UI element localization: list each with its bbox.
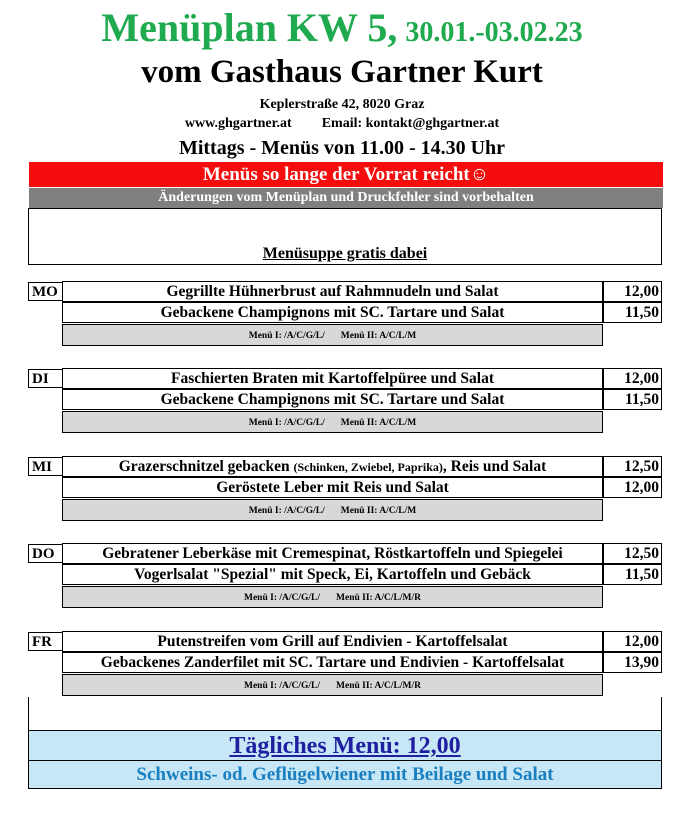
menu2-fr: Gebackenes Zanderfilet mit SC. Tartare und Endivien - Kartoffelsalat — [62, 652, 603, 673]
menu1-mi — [62, 456, 603, 477]
allergen2-mo: Menü II: A/C/L/M — [340, 331, 417, 341]
day-label-mi: MI — [28, 457, 63, 476]
menu2-mi: Geröstete Leber mit Reis und Salat — [62, 477, 603, 498]
menu2-do: Vogerlsalat "Spezial" mit Speck, Ei, Kartoffeln und Gebäck — [62, 564, 603, 585]
allergen2-fr: Menü II: A/C/L/M/R — [336, 681, 421, 691]
allergen2-do: Menü II: A/C/L/M/R — [336, 593, 421, 603]
spacer-box — [28, 697, 662, 731]
restaurant-name: vom Gasthaus Gartner Kurt — [141, 54, 543, 90]
title-dates: 30.01.-03.02.23 — [405, 17, 583, 48]
menu2-di: Gebackene Champignons mit SC. Tartare und Salat — [62, 389, 603, 410]
website-link[interactable]: www.ghgartner.at — [184, 116, 292, 131]
allergen1-mi: Menü I: /A/C/G/L/ — [248, 506, 325, 516]
menu1-di: Faschierten Braten mit Kartoffelpüree und Salat — [62, 368, 603, 389]
allergen2-mi: Menü II: A/C/L/M — [340, 506, 417, 516]
price1-di: 12,00 — [603, 368, 662, 389]
menu1-mi-end: , Reis und Salat — [442, 458, 547, 475]
contact-line — [0, 116, 684, 132]
price2-fr: 13,90 — [603, 652, 662, 673]
notice-supply: Menüs so lange der Vorrat reicht☺ — [29, 162, 663, 187]
menu1-mi-main: Grazerschnitzel gebacken — [118, 458, 290, 475]
email-link[interactable]: Email: kontakt@ghgartner.at — [321, 116, 500, 131]
soup-note-text: Menüsuppe gratis dabei — [262, 245, 428, 262]
day-label-mo: MO — [28, 282, 63, 301]
allergens-di — [62, 411, 603, 433]
price1-do: 12,50 — [603, 543, 662, 564]
daily-menu-title-text: Tägliches Menü: 12,00 — [229, 733, 461, 759]
notice-changes: Änderungen vom Menüplan und Druckfehler sind vorbehalten — [29, 188, 663, 208]
page-title — [0, 4, 684, 50]
price1-mi: 12,50 — [603, 456, 662, 477]
soup-note — [28, 242, 662, 265]
day-label-do: DO — [28, 544, 63, 563]
day-label-di: DI — [28, 369, 63, 388]
allergen1-fr: Menü I: /A/C/G/L/ — [244, 681, 321, 691]
menu1-do: Gebratener Leberkäse mit Cremespinat, Röstkartoffeln und Spiegelei — [62, 543, 603, 564]
allergen1-di: Menü I: /A/C/G/L/ — [248, 418, 325, 428]
title-week: Menüplan KW 5, — [101, 5, 398, 50]
daily-menu-title — [28, 730, 662, 761]
price2-mi: 12,00 — [603, 477, 662, 498]
allergens-do — [62, 586, 603, 608]
price1-mo: 12,00 — [603, 281, 662, 302]
price2-do: 11,50 — [603, 564, 662, 585]
opening-hours: Mittags - Menüs von 11.00 - 14.30 Uhr — [178, 137, 506, 159]
price1-fr: 12,00 — [603, 631, 662, 652]
allergen1-mo: Menü I: /A/C/G/L/ — [248, 331, 325, 341]
menu1-fr: Putenstreifen vom Grill auf Endivien - Kartoffelsalat — [62, 631, 603, 652]
menu1-mo: Gegrillte Hühnerbrust auf Rahmnudeln und Salat — [62, 281, 603, 302]
menu2-mo: Gebackene Champignons mit SC. Tartare und Salat — [62, 302, 603, 323]
allergen2-di: Menü II: A/C/L/M — [340, 418, 417, 428]
allergens-mo — [62, 324, 603, 346]
daily-menu-subtitle: Schweins- od. Geflügelwiener mit Beilage und Salat — [28, 761, 662, 789]
allergens-mi — [62, 499, 603, 521]
day-label-fr: FR — [28, 632, 63, 651]
info-box — [28, 208, 662, 243]
allergen1-do: Menü I: /A/C/G/L/ — [244, 593, 321, 603]
price2-mo: 11,50 — [603, 302, 662, 323]
price2-di: 11,50 — [603, 389, 662, 410]
allergens-fr — [62, 674, 603, 696]
menu1-mi-note: (Schinken, Zwiebel, Paprika) — [293, 460, 443, 474]
address: Keplerstraße 42, 8020 Graz — [259, 97, 425, 112]
